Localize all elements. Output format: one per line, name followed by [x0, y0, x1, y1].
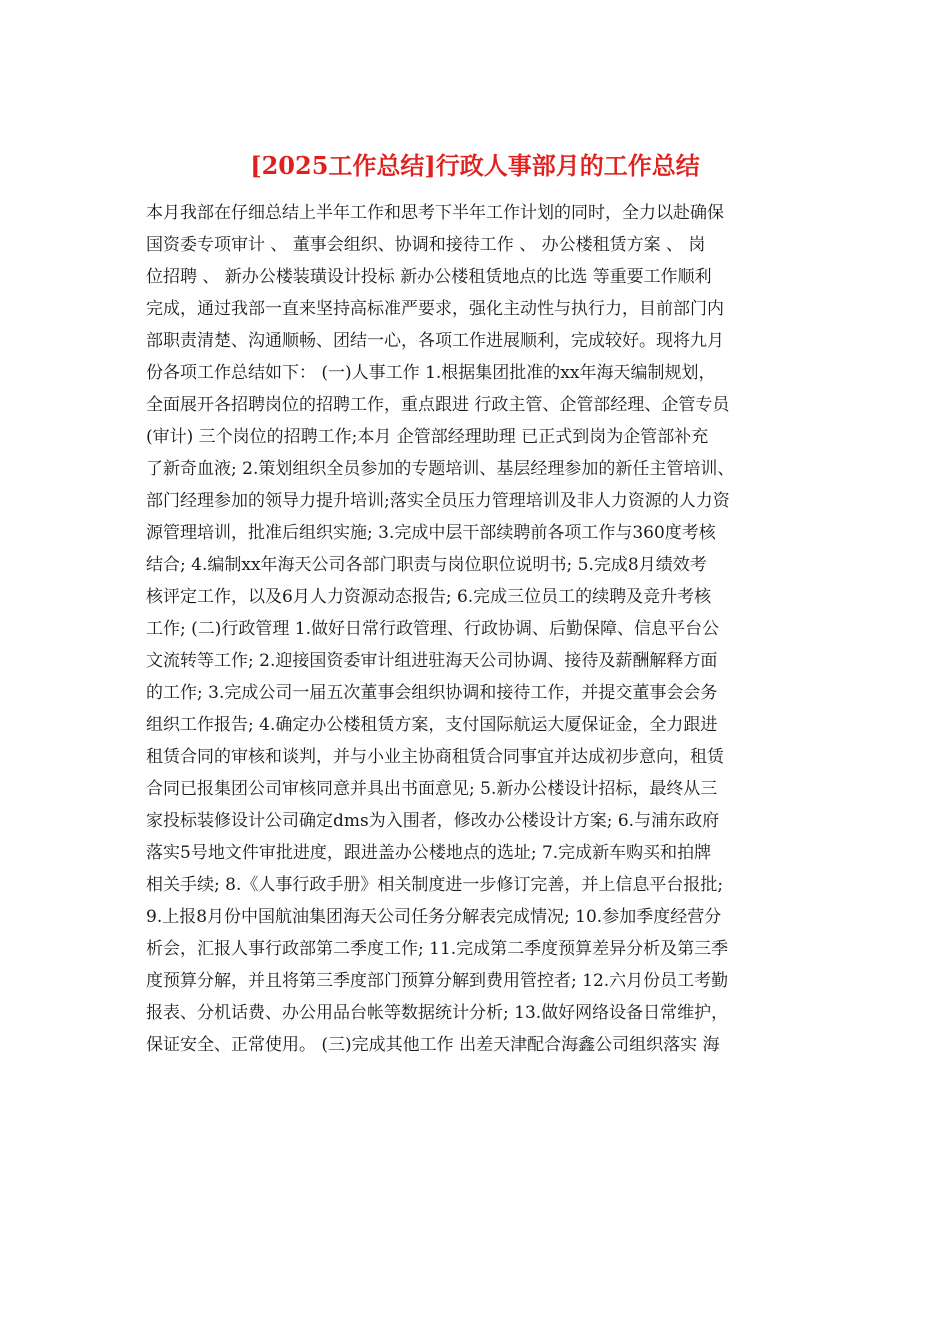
body-line: 核评定工作，以及6月人力资源动态报告; 6.完成三位员工的续聘及竞升考核	[146, 587, 712, 607]
body-line: 份各项工作总结如下： (一)人事工作 1.根据集团批准的xx年海天编制规划，	[146, 363, 716, 383]
body-line: 家投标装修设计公司确定dms为入围者，修改办公楼设计方案; 6.与浦东政府	[146, 811, 720, 831]
body-line: 了新奇血液; 2.策划组织全员参加的专题培训、基层经理参加的新任主管培训、	[146, 459, 735, 479]
body-line: 工作; (二)行政管理 1.做好日常行政管理、行政协调、后勤保障、信息平台公	[146, 619, 720, 639]
body-line: 的工作; 3.完成公司一届五次董事会组织协调和接待工作，并提交董事会会务	[146, 683, 718, 703]
body-line: 本月我部在仔细总结上半年工作和思考下半年工作计划的同时，全力以赴确保	[146, 203, 724, 223]
body-line: 结合; 4.编制xx年海天公司各部门职责与岗位职位说明书; 5.完成8月绩效考	[146, 555, 707, 575]
body-line: 度预算分解，并且将第三季度部门预算分解到费用管控者; 12.六月份员工考勤	[146, 971, 729, 991]
body-line: 组织工作报告; 4.确定办公楼租赁方案，支付国际航运大厦保证金，全力跟进	[146, 715, 718, 735]
body-line: 报表、分机话费、办公用品台帐等数据统计分析; 13.做好网络设备日常维护，	[146, 1003, 729, 1023]
document-title: [2025工作总结]行政人事部月的工作总结	[250, 151, 700, 180]
body-line: 租赁合同的审核和谈判，并与小业主协商租赁合同事宜并达成初步意向，租赁	[146, 747, 724, 767]
body-line: 落实5号地文件审批进度，跟进盖办公楼地点的选址; 7.完成新车购买和拍牌	[146, 843, 712, 863]
body-line: 析会，汇报人事行政部第二季度工作; 11.完成第二季度预算差异分析及第三季	[146, 939, 729, 959]
body-line: 位招聘 、 新办公楼装璜设计投标 新办公楼租赁地点的比选 等重要工作顺利	[146, 267, 712, 287]
body-line: 源管理培训，批准后组织实施; 3.完成中层干部续聘前各项工作与360度考核	[146, 523, 716, 543]
body-line: 相关手续; 8.《人事行政手册》相关制度进一步修订完善，并上信息平台报批;	[146, 875, 724, 895]
body-line: 国资委专项审计 、 董事会组织、协调和接待工作 、 办公楼租赁方案 、 岗	[146, 235, 706, 255]
body-line: 合同已报集团公司审核同意并具出书面意见; 5.新办公楼设计招标，最终从三	[146, 779, 718, 799]
body-line: 文流转等工作; 2.迎接国资委审计组进驻海天公司协调、接待及薪酬解释方面	[146, 651, 718, 671]
body-line: (审计) 三个岗位的招聘工作;本月 企管部经理助理 已正式到岗为企管部补充	[146, 427, 709, 447]
document-body	[146, 197, 816, 1061]
body-line: 全面展开各招聘岗位的招聘工作，重点跟进 行政主管、企管部经理、企管专员	[146, 395, 730, 415]
body-line: 部职责清楚、沟通顺畅、团结一心，各项工作进展顺利，完成较好。现将九月	[146, 331, 724, 351]
body-line: 完成，通过我部一直来坚持高标准严要求，强化主动性与执行力，目前部门内	[146, 299, 724, 319]
body-line: 保证安全、正常使用。 (三)完成其他工作 出差天津配合海鑫公司组织落实 海	[146, 1035, 720, 1055]
body-line: 部门经理参加的领导力提升培训;落实全员压力管理培训及非人力资源的人力资	[146, 491, 730, 511]
body-line: 9.上报8月份中国航油集团海天公司任务分解表完成情况; 10.参加季度经营分	[146, 907, 722, 927]
